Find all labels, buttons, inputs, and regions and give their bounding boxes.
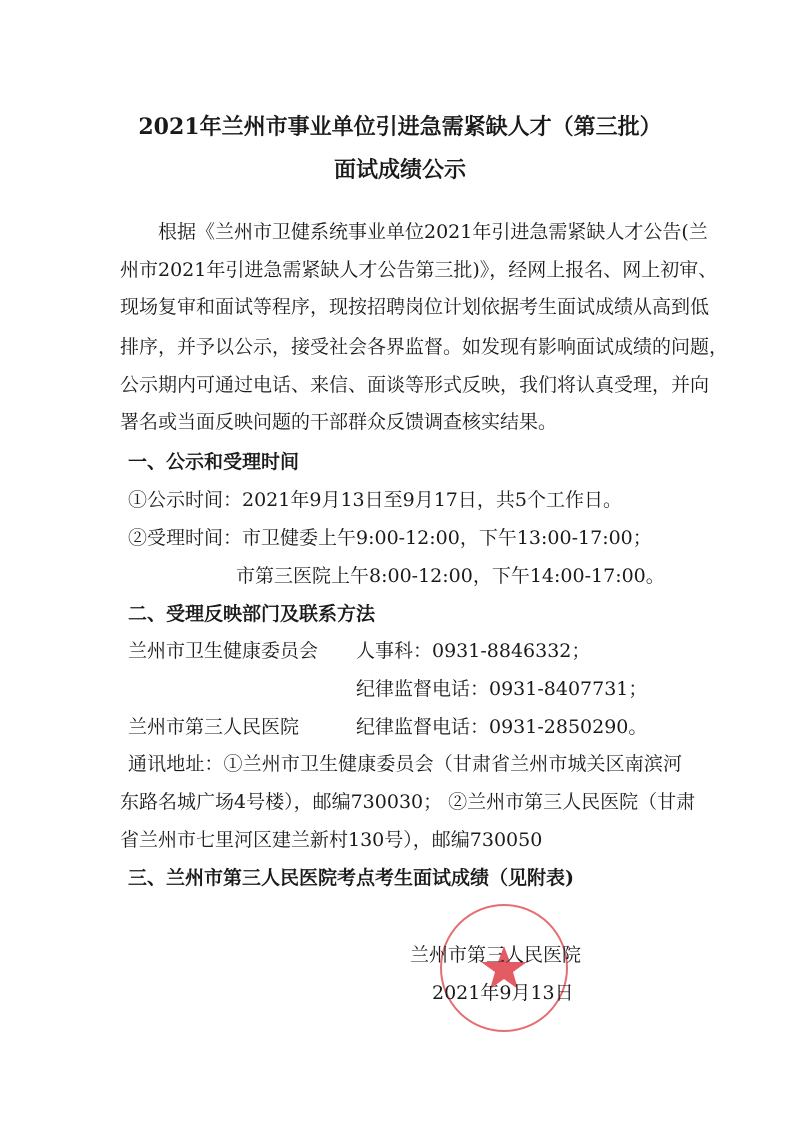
org2-discipline-phone: 纪律监督电话：0931-2850290。 [356,716,648,738]
intro-line: 公示期内可通过电话、来信、面谈等形式反映，我们将认真受理，并向 [120,374,710,396]
acceptance-time-hospital: 市第三医院上午8:00-12:00，下午14:00-17:00。 [236,565,665,587]
official-seal-stamp [440,904,568,1032]
address-line: 东路名城广场4号楼），邮编730030； ②兰州市第三人民医院（甘肃 [120,791,696,813]
org1-name: 兰州市卫生健康委员会 [128,640,319,662]
section1-heading: 一、公示和受理时间 [128,451,300,473]
org2-name: 兰州市第三人民医院 [128,716,300,738]
intro-line: 排序，并予以公示，接受社会各界监督。如发现有影响面试成绩的问题， [120,336,729,358]
org1-hr-phone: 人事科：0931-8846332； [356,640,591,662]
document-subtitle: 面试成绩公示 [333,157,466,183]
intro-line: 根据《兰州市卫健系统事业单位2021年引进急需紧缺人才公告(兰 [158,221,708,243]
publicity-period: ①公示时间：2021年9月13日至9月17日，共5个工作日。 [128,489,622,511]
org1-discipline-phone: 纪律监督电话：0931-8407731； [356,678,648,700]
intro-line: 现场复审和面试等程序，现按招聘岗位计划依据考生面试成绩从高到低 [120,296,710,318]
document-title: 2021年兰州市事业单位引进急需紧缺人才（第三批） [138,114,662,140]
intro-line: 州市2021年引进急需紧缺人才公告第三批)》，经网上报名、网上初审、 [120,259,718,281]
signature-date: 2021年9月13日 [432,982,574,1004]
address-line: 通讯地址：①兰州市卫生健康委员会（甘肃省兰州市城关区南滨河 [128,753,682,775]
signature-org: 兰州市第三人民医院 [410,944,582,966]
intro-line: 署名或当面反映问题的干部群众反馈调查核实结果。 [120,411,558,433]
address-line: 省兰州市七里河区建兰新村130号），邮编730050 [120,829,543,851]
section2-heading: 二、受理反映部门及联系方法 [128,603,376,625]
section3-heading: 三、兰州市第三人民医院考点考生面试成绩（见附表) [128,867,574,889]
acceptance-time: ②受理时间：市卫健委上午9:00-12:00，下午13:00-17:00； [128,527,652,549]
